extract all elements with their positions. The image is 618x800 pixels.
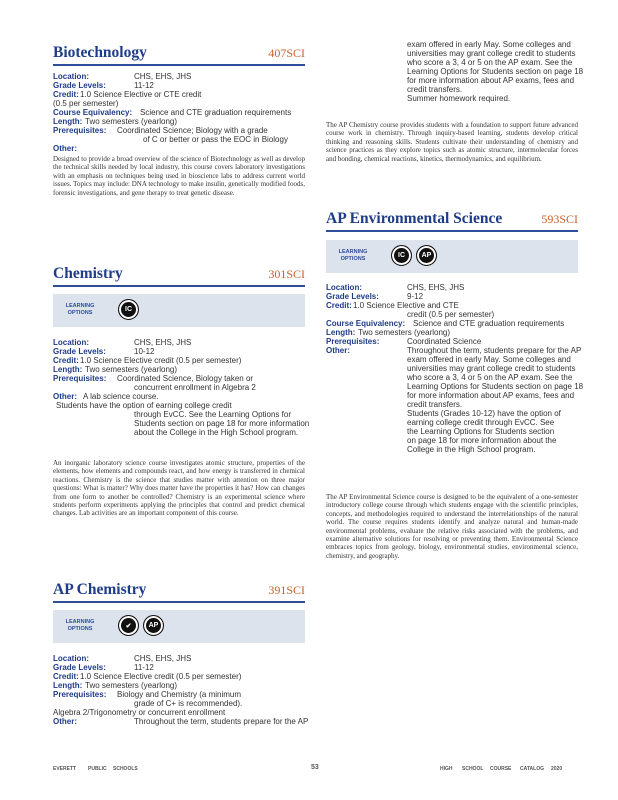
apchem-title: AP Chemistry [53, 581, 147, 598]
apchem-description: The AP Chemistry course provides students with a foundation to support future advanced course work in chemistry. Through inquiry-based learning, students develop critical thinking and reasoning skills. Students cultivate their understanding of chemistry and science practices as they explore topics such as atomic structure, intermolecular forces and bonding, chemical reactions, kinetics, thermodynamics, and equilibrium. [326, 121, 578, 163]
grades-value: 11-12 [134, 81, 154, 90]
location-label: Location: [53, 338, 89, 347]
other-value: Throughout the term, students prepare for the AP [407, 346, 582, 355]
other-line: credit transfers. [407, 85, 463, 94]
credit-value: 1.0 Science Elective and CTE [353, 301, 459, 310]
other-line: on page 18 for more information about the [407, 436, 557, 445]
credit-label: Credit: [53, 90, 79, 99]
equiv-value: Science and CTE graduation requirements [413, 319, 565, 328]
apenv-learning-options [326, 240, 578, 273]
other-label: Other: [53, 392, 77, 401]
location-label: Location: [53, 654, 89, 663]
chem-code: 301SCI [268, 267, 305, 281]
chem-info [53, 338, 310, 437]
length-value: Two semesters (yearlong) [358, 328, 451, 337]
other-line: for more information about AP exams, fees and [407, 391, 575, 400]
grades-value: 10-12 [134, 347, 155, 356]
apchem-code: 391SCI [268, 583, 305, 597]
footer-word: HIGH [440, 766, 453, 772]
length-label: Length: [53, 117, 83, 126]
page-number: 53 [311, 764, 319, 771]
length-label: Length: [326, 328, 356, 337]
other-line: Students (Grades 10-12) have the option of [407, 409, 561, 418]
other-line: who score a 3, 4 or 5 on the AP exam. See the [407, 58, 573, 67]
credit-label: Credit: [326, 301, 352, 310]
prereq-label: Prerequisites: [53, 690, 107, 699]
location-value: CHS, EHS, JHS [134, 654, 192, 663]
college-in-high-school-icon: IC [391, 245, 412, 266]
footer-word: PUBLIC [88, 766, 107, 772]
footer-word: COURSE [490, 766, 512, 772]
other-label: Other: [326, 346, 350, 355]
biotech-code: 407SCI [268, 46, 305, 60]
other-line: credit transfers. [407, 400, 463, 409]
other-value: Throughout the term, students prepare for the AP [134, 717, 309, 726]
credit-label: Credit: [53, 356, 79, 365]
chem-description: An inorganic laboratory science course investigates atomic structure, properties of the elements, how elements and compounds react, and how energy is transferred in chemical reactions. Chemistry is the science that studies matter with attention on three major questions: What is matter? Why does matter have the properties it has? How can changes from one form to another be controlled? Chemistry is an experimental science where students perform experiments applying the principles that control and predict chemical changes. Lab activities are an important component of this course. [53, 459, 305, 518]
prereq-value: Biology and Chemistry (a minimum [117, 690, 242, 699]
equiv-value: Science and CTE graduation requirements [140, 108, 292, 117]
learning-options-label: LEARNING OPTIONS [338, 249, 368, 262]
chem-title: Chemistry [53, 265, 123, 282]
prereq-value: Coordinated Science, Biology taken or [117, 374, 254, 383]
location-value: CHS, EHS, JHS [134, 338, 192, 347]
other-line: exam offered in early May. Some colleges and [407, 355, 571, 364]
location-label: Location: [326, 283, 362, 292]
footer-word: SCHOOL [462, 766, 484, 772]
biotech-title: Biotechnology [53, 44, 147, 61]
prereq-line: grade of C+ is recommended). [134, 699, 243, 708]
other-label: Other: [53, 717, 77, 726]
footer-word: 2020 [551, 766, 563, 772]
apchem-learning-options [53, 610, 305, 643]
learning-options-label: LEARNING OPTIONS [65, 619, 95, 632]
location-value: CHS, EHS, JHS [407, 283, 465, 292]
apchem-other-continued [326, 40, 584, 103]
grades-label: Grade Levels: [53, 347, 106, 356]
apenv-description: The AP Environmental Science course is designed to be the equivalent of a one-semester introductory college course through which students engage with the scientific principles, concepts, and methodologies required to understand the interrelationships of the natural world. The course requires students identify and analyze natural and human-made environmental problems, evaluate the relative risks associated with the problems, and examine alternative solutions for resolving or preventing them. Environmental Science embraces topics from geology, biology, environmental studies, environmental science, chemistry, and geography. [326, 493, 578, 560]
apenv-code: 593SCI [541, 212, 578, 226]
prereq-line: Algebra 2/Trigonometry or concurrent enrollment [53, 708, 226, 717]
length-label: Length: [53, 365, 83, 374]
apchem-info [53, 654, 309, 726]
apenv-header [326, 206, 578, 232]
advanced-placement-icon: AP [416, 245, 437, 266]
apenv-title: AP Environmental Science [326, 210, 503, 227]
other-line: universities may grant college credit to students [407, 49, 576, 58]
credit-label: Credit: [53, 672, 79, 681]
credit-value: 1.0 Science Elective credit (0.5 per semester) [80, 356, 242, 365]
length-value: Two semesters (yearlong) [85, 681, 178, 690]
apchem-header [53, 577, 305, 603]
apenv-info [326, 283, 584, 454]
length-value: Two semesters (yearlong) [85, 365, 178, 374]
other-line: universities may grant college credit to students [407, 364, 576, 373]
grades-label: Grade Levels: [53, 663, 106, 672]
other-line: earning college credit through EvCC. See [407, 418, 555, 427]
prereq-label: Prerequisites: [326, 337, 380, 346]
grades-value: 11-12 [134, 663, 154, 672]
grades-label: Grade Levels: [53, 81, 106, 90]
chem-learning-options [53, 294, 305, 327]
other-label: Other: [53, 144, 77, 153]
chem-header [53, 261, 305, 287]
other-line: through EvCC. See the Learning Options for [134, 410, 291, 419]
equiv-label: Course Equivalency: [326, 319, 406, 328]
learning-options-label: LEARNING OPTIONS [65, 303, 95, 316]
other-line: about the College in the High School program. [134, 428, 299, 437]
footer-word: CATALOG [520, 766, 544, 772]
other-line: who score a 3, 4 or 5 on the AP exam. See the [407, 373, 573, 382]
biotech-header [53, 40, 305, 66]
advanced-placement-icon: AP [143, 615, 164, 636]
prereq-value: Coordinated Science [407, 337, 482, 346]
other-line: Summer homework required. [407, 94, 511, 103]
length-label: Length: [53, 681, 83, 690]
prereq-cont: of C or better or pass the EOC in Biology [143, 135, 288, 144]
other-line: exam offered in early May. Some colleges and [407, 40, 571, 49]
prereq-cont: concurrent enrollment in Algebra 2 [134, 383, 256, 392]
location-value: CHS, EHS, JHS [134, 72, 192, 81]
check-icon: ✔ [118, 615, 139, 636]
other-line: Students have the option of earning college credit [56, 401, 232, 410]
location-label: Location: [53, 72, 89, 81]
grades-value: 9-12 [407, 292, 424, 301]
credit-cont: (0.5 per semester) [53, 99, 119, 108]
prereq-label: Prerequisites: [53, 374, 107, 383]
other-value: A lab science course. [83, 392, 159, 401]
grades-label: Grade Levels: [326, 292, 379, 301]
other-line: Students section on page 18 for more information [134, 419, 310, 428]
biotech-description: Designed to provide a broad overview of the science of Biotechnology as well as develop the technical skills needed by local industry, this course covers laboratory investigations with an emphasis on techniques being used in bioscience labs to address current world issues. Topics may include: DNA technology to make insulin, genetically modified foods, forensic investigations, and gene therapy to treat genetic disease. [53, 155, 305, 197]
other-line: College in the High School program. [407, 445, 536, 454]
other-line: the Learning Options for Students section [407, 427, 555, 436]
credit-value: 1.0 Science Elective or CTE credit [80, 90, 202, 99]
other-line: Learning Options for Students section on page 18 [407, 382, 584, 391]
equiv-label: Course Equivalency: [53, 108, 133, 117]
college-in-high-school-icon: IC [118, 299, 139, 320]
biotech-info [53, 72, 305, 153]
footer-word: SCHOOLS [113, 766, 138, 772]
other-line: Learning Options for Students section on page 18 [407, 67, 584, 76]
prereq-value: Coordinated Science; Biology with a grade [117, 126, 268, 135]
length-value: Two semesters (yearlong) [85, 117, 178, 126]
other-line: for more information about AP exams, fees and [407, 76, 575, 85]
credit-value: 1.0 Science Elective credit (0.5 per semester) [80, 672, 242, 681]
footer-word: EVERETT [53, 766, 77, 772]
prereq-label: Prerequisites: [53, 126, 107, 135]
credit-cont: credit (0.5 per semester) [407, 310, 495, 319]
